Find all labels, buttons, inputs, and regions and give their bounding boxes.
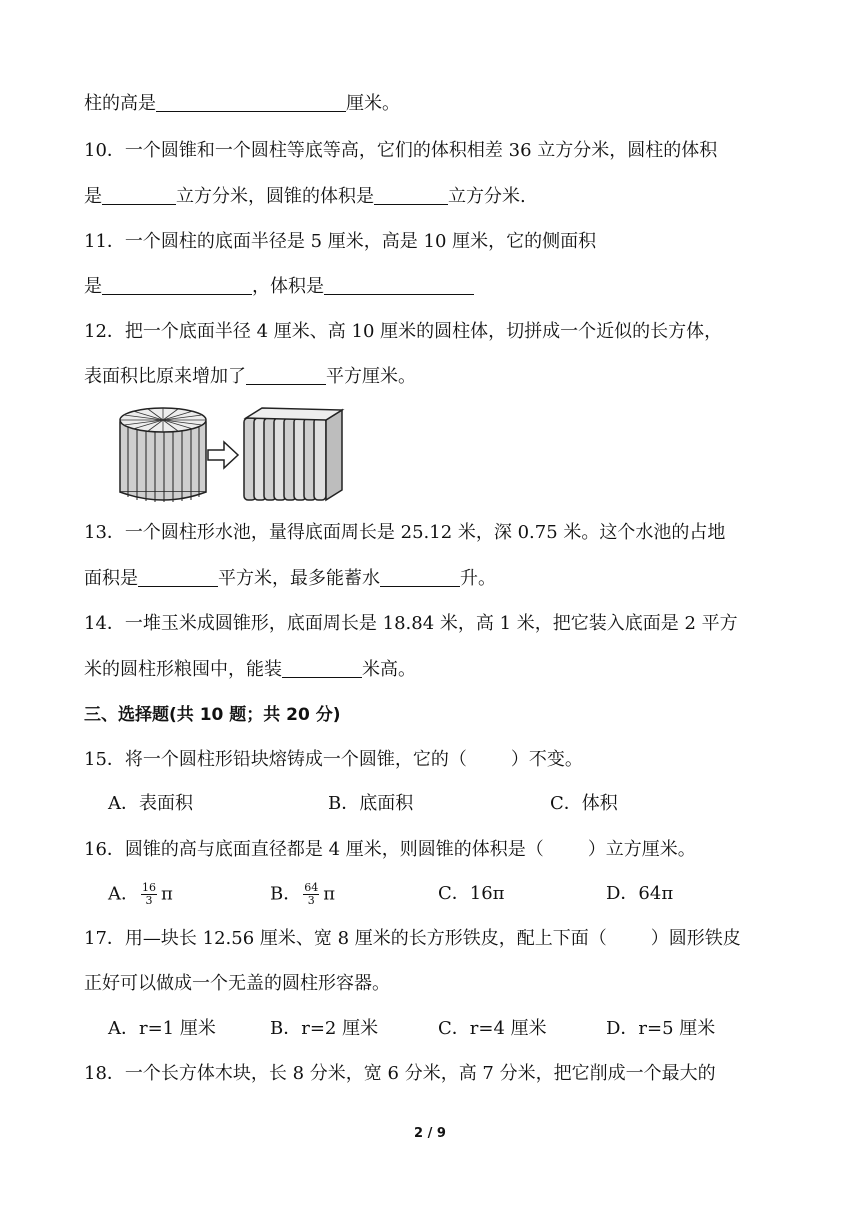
q16-stem: 16．圆锥的高与底面直径都是 4 厘米，则圆锥的体积是（ ）立方厘米。	[84, 839, 696, 860]
q14-line1: 14．一堆玉米成圆锥形，底面周长是 18.84 米，高 1 米，把它装入底面是 2 平方	[84, 613, 738, 634]
q17-option-a[interactable]: A．r=1 厘米	[108, 1018, 216, 1039]
q10-line1: 10．一个圆锥和一个圆柱等底等高，它们的体积相差 36 立方分米，圆柱的体积	[84, 140, 718, 161]
page-number: 2 / 9	[414, 1126, 446, 1141]
answer-blank[interactable]	[282, 659, 362, 678]
q16-option-b[interactable]: B． $\frac{64}{3}$ π	[270, 881, 336, 907]
answer-blank[interactable]	[324, 276, 474, 295]
q15-option-c[interactable]: C．体积	[550, 793, 618, 814]
answer-blank[interactable]	[102, 276, 252, 295]
answer-blank[interactable]	[246, 366, 326, 385]
answer-blank[interactable]	[374, 186, 448, 205]
q17-line2: 正好可以做成一个无盖的圆柱形容器。	[84, 973, 390, 994]
q15-option-b[interactable]: B．底面积	[328, 793, 414, 814]
cuboid-icon	[244, 408, 342, 500]
q16-option-c[interactable]: C．16π	[438, 883, 505, 904]
q10-line2: 是 立方分米，圆锥的体积是 立方分米.	[84, 186, 526, 207]
section-heading: 三、选择题(共 10 题；共 20 分)	[84, 705, 341, 725]
answer-blank[interactable]	[380, 568, 460, 587]
cylinder-icon	[120, 408, 206, 502]
q12-line2: 表面积比原来增加了 平方厘米。	[84, 366, 416, 387]
q13-line1: 13．一个圆柱形水池，量得底面周长是 25.12 米，深 0.75 米。这个水池的占地	[84, 522, 726, 543]
q9-continuation: 柱的高是 厘米。	[84, 93, 400, 114]
q15-stem: 15．将一个圆柱形铅块熔铸成一个圆锥，它的（ ）不变。	[84, 749, 583, 770]
q17-option-b[interactable]: B．r=2 厘米	[270, 1018, 379, 1039]
q11-line2: 是 ，体积是	[84, 275, 474, 299]
q14-line2: 米的圆柱形粮囤中，能装 米高。	[84, 659, 416, 680]
q17-option-c[interactable]: C．r=4 厘米	[438, 1018, 547, 1039]
cylinder-cut-figure	[116, 404, 356, 504]
arrow-right-icon	[208, 442, 238, 468]
q17-option-d[interactable]: D．r=5 厘米	[606, 1018, 716, 1039]
q16-option-a[interactable]: A． $\frac{16}{3}$ π	[108, 881, 173, 907]
q18-line1: 18．一个长方体木块，长 8 分米，宽 6 分米，高 7 分米，把它削成一个最大的	[84, 1063, 716, 1084]
fraction: $\frac{64}{3}$	[304, 881, 319, 907]
answer-blank[interactable]	[138, 568, 218, 587]
answer-blank[interactable]	[156, 93, 346, 112]
q17-stem: 17．用—块长 12.56 厘米、宽 8 厘米的长方形铁皮，配上下面（ ）圆形铁皮	[84, 928, 741, 949]
fraction: $\frac{16}{3}$	[142, 881, 156, 907]
q15-option-a[interactable]: A．表面积	[108, 793, 193, 814]
q11-line1: 11．一个圆柱的底面半径是 5 厘米，高是 10 厘米，它的侧面积	[84, 231, 597, 252]
answer-blank[interactable]	[102, 186, 176, 205]
q13-line2: 面积是 平方米，最多能蓄水 升。	[84, 568, 496, 589]
q16-option-d[interactable]: D．64π	[606, 883, 674, 904]
q12-line1: 12．把一个底面半径 4 厘米、高 10 厘米的圆柱体，切拼成一个近似的长方体，	[84, 321, 723, 342]
